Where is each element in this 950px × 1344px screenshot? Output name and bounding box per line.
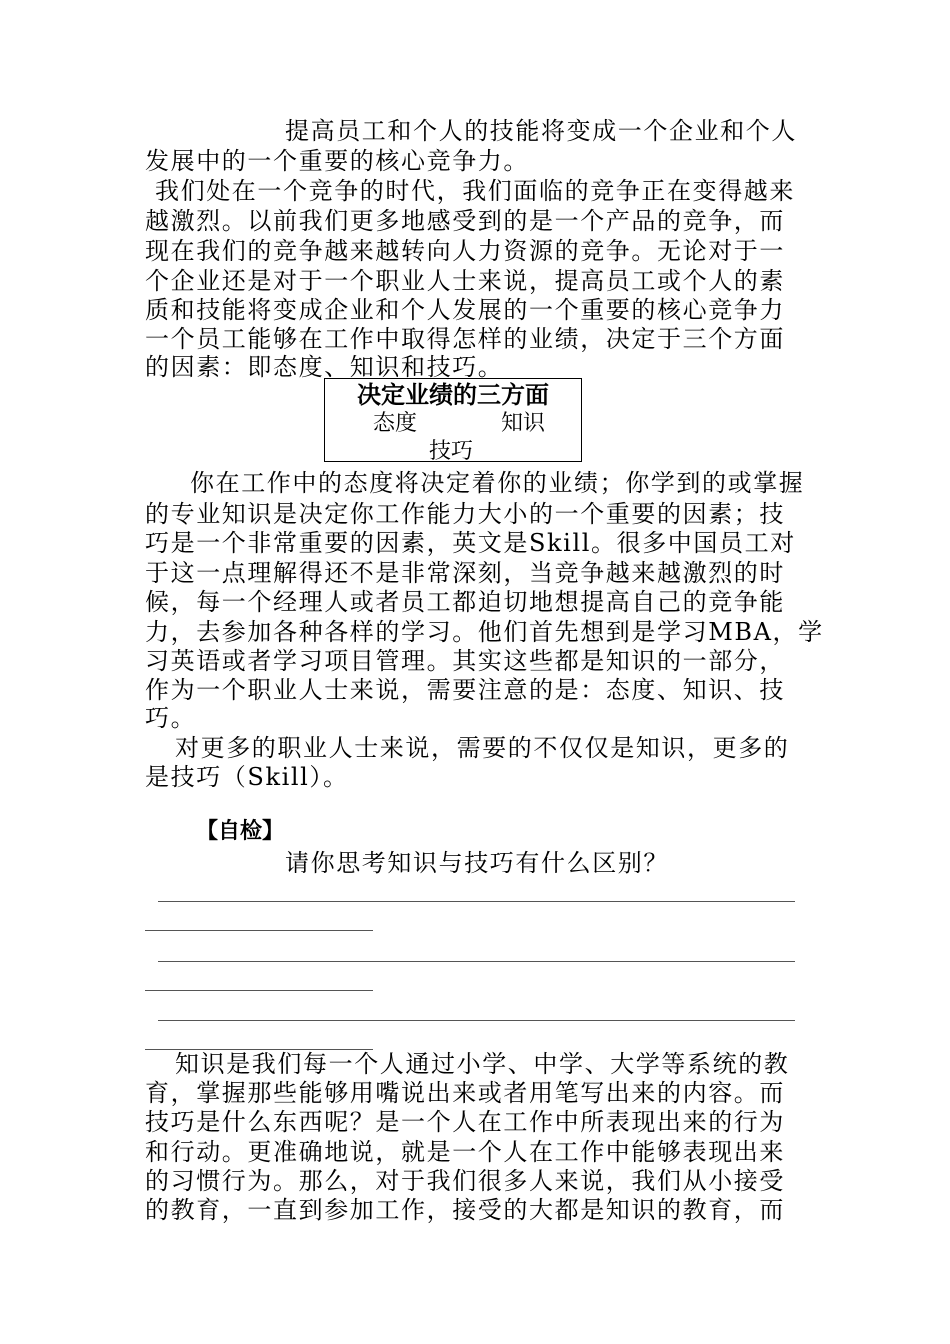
para2-line-8: 作为一个职业人士来说，需要注意的是：态度、知识、技 (145, 676, 785, 704)
answer-line (158, 901, 795, 902)
para4-line-5: 的习惯行为。那么，对于我们很多人来说，我们从小接受 (145, 1167, 785, 1195)
para1-line-4: 个企业还是对于一个职业人士来说，提高员工或个人的素 (145, 267, 785, 295)
para2-line-6: 力，去参加各种各样的学习。他们首先想到是学习MBA，学 (145, 618, 824, 646)
para2-line-4: 于这一点理解得还不是非常深刻，当竞争越来越激烈的时 (145, 559, 785, 587)
self-check-question: 请你思考知识与技巧有什么区别？ (285, 849, 669, 877)
para1-line-6: 一个员工能够在工作中取得怎样的业绩，决定于三个方面 (145, 325, 785, 353)
box-title: 决定业绩的三方面 (357, 381, 549, 409)
answer-line (158, 961, 795, 962)
para2-line-7: 习英语或者学习项目管理。其实这些都是知识的一部分， (145, 647, 785, 675)
para4-line-4: 和行动。更准确地说，就是一个人在工作中能够表现出来 (145, 1138, 785, 1166)
para2-line-9: 巧。 (145, 704, 197, 732)
para4-line-1: 知识是我们每一个人通过小学、中学、大学等系统的教 (175, 1050, 790, 1078)
para2-line-5: 候，每一个经理人或者员工都迫切地想提高自己的竞争能 (145, 588, 785, 616)
answer-line (145, 930, 373, 931)
three-factors-box (324, 378, 582, 462)
para4-line-6: 的教育，一直到参加工作，接受的大都是知识的教育，而 (145, 1196, 785, 1224)
para1-line-1: 我们处在一个竞争的时代，我们面临的竞争正在变得越来 (155, 177, 795, 205)
para4-line-3: 技巧是什么东西呢？是一个人在工作中所表现出来的行为 (145, 1108, 785, 1136)
answer-line (145, 990, 373, 991)
para1-line-7: 的因素：即态度、知识和技巧。 (145, 353, 504, 381)
intro-line-1: 提高员工和个人的技能将变成一个企业和个人 (285, 117, 797, 145)
self-check-heading: 【自检】 (196, 819, 285, 844)
box-item-attitude: 态度 (373, 411, 418, 436)
para1-line-5: 质和技能将变成企业和个人发展的一个重要的核心竞争力 (145, 296, 785, 324)
intro-line-2: 发展中的一个重要的核心竞争力。 (145, 147, 529, 175)
para1-line-3: 现在我们的竞争越来越转向人力资源的竞争。无论对于一 (145, 237, 785, 265)
answer-line (158, 1020, 795, 1021)
para2-line-2: 的专业知识是决定你工作能力大小的一个重要的因素；技 (145, 500, 785, 528)
box-item-knowledge: 知识 (501, 411, 546, 436)
box-item-skill: 技巧 (429, 439, 474, 464)
para3-line-2: 是技巧（Skill）。 (145, 763, 349, 791)
para3-line-1: 对更多的职业人士来说，需要的不仅仅是知识，更多的 (175, 734, 790, 762)
para2-line-1: 你在工作中的态度将决定着你的业绩；你学到的或掌握 (190, 469, 805, 497)
para2-line-3: 巧是一个非常重要的因素，英文是Skill。很多中国员工对 (145, 529, 796, 557)
para4-line-2: 育，掌握那些能够用嘴说出来或者用笔写出来的内容。而 (145, 1079, 785, 1107)
para1-line-2: 越激烈。以前我们更多地感受到的是一个产品的竞争，而 (145, 207, 785, 235)
